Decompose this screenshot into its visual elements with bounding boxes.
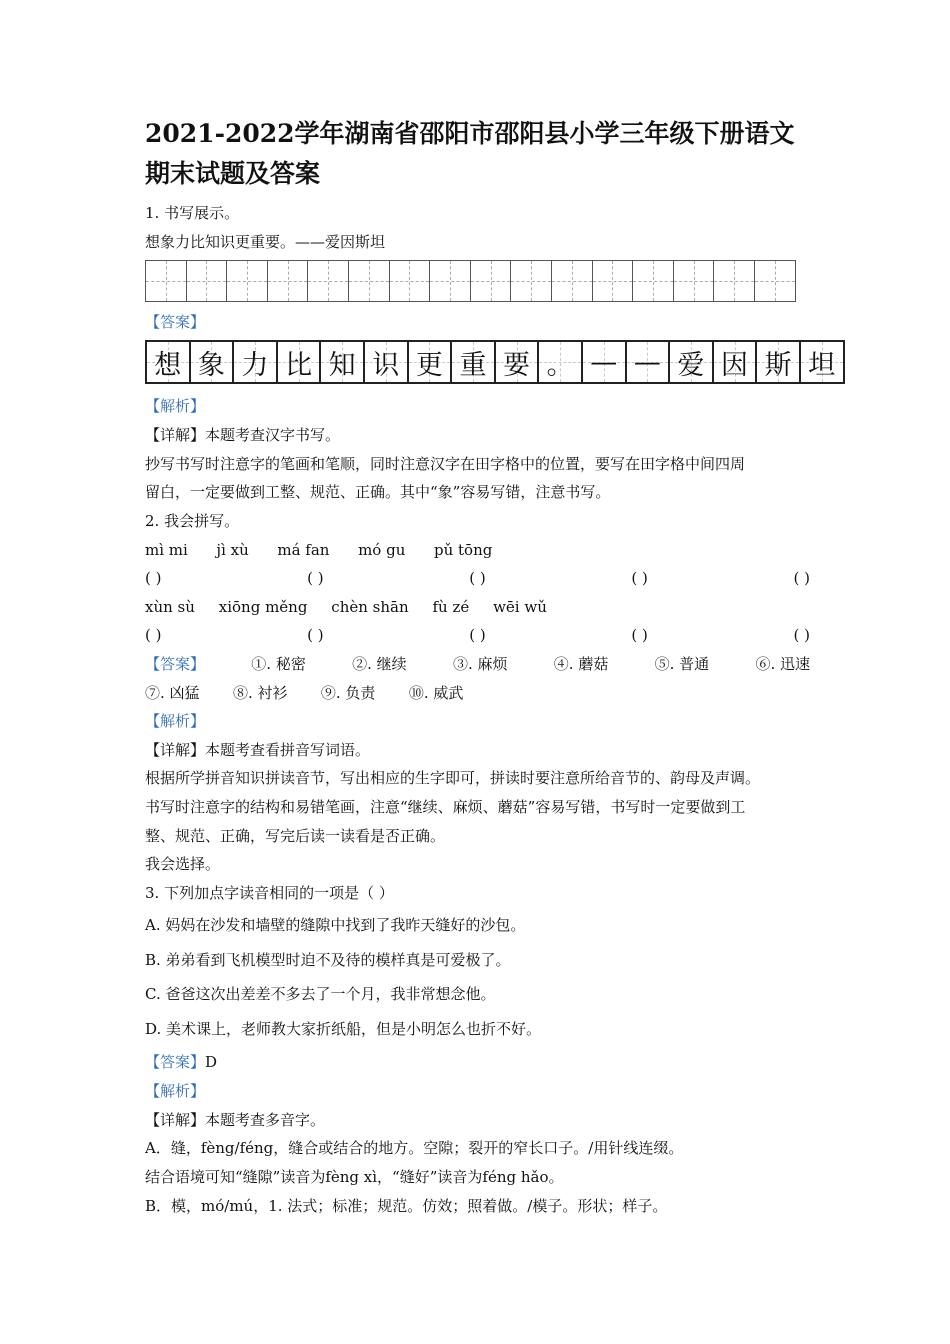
answer-item: ⑤. 普通 bbox=[654, 655, 710, 673]
pinyin-item: mì mi bbox=[145, 541, 188, 559]
answer-char: 识 bbox=[372, 349, 400, 381]
q3-option-b: B. 弟弟看到飞机模型时迫不及待的模样真是可爱极了。 bbox=[145, 951, 511, 969]
q1-analysis-tag: 【解析】 bbox=[145, 397, 206, 415]
q2-detail: 【详解】本题考查看拼音写词语。 bbox=[145, 741, 371, 759]
answer-item: ④. 蘑菇 bbox=[553, 655, 609, 673]
answer-item: ⑦. 凶猛 bbox=[145, 684, 200, 702]
pinyin-item: fù zé bbox=[432, 598, 470, 616]
answer-grid-cell bbox=[496, 342, 540, 382]
section-heading: 我会选择。 bbox=[145, 855, 221, 873]
answer-blank[interactable]: ( ) bbox=[145, 569, 162, 587]
q2-stem: 2. 我会拼写。 bbox=[145, 512, 240, 530]
answer-item: ⑥. 迅速 bbox=[755, 655, 810, 673]
answer-grid-cell bbox=[321, 342, 365, 382]
answer-blank[interactable]: ( ) bbox=[307, 569, 324, 587]
answer-char: 知 bbox=[328, 349, 356, 381]
answer-item: ⑩. 威武 bbox=[408, 684, 464, 702]
answer-grid-cell bbox=[801, 342, 845, 382]
answer-char: 要 bbox=[503, 349, 531, 381]
answer-char: 坦 bbox=[808, 349, 836, 381]
tian-grid-cell bbox=[146, 261, 187, 301]
pinyin-item: pǔ tōng bbox=[433, 541, 493, 559]
q2-analysis-tag: 【解析】 bbox=[145, 712, 206, 730]
q1-writing-grid bbox=[145, 260, 796, 302]
pinyin-item: xiōng měng bbox=[218, 598, 308, 616]
answer-grid-cell bbox=[452, 342, 496, 382]
tian-grid-cell bbox=[390, 261, 431, 301]
q2-blank-row bbox=[145, 625, 810, 645]
tian-grid-cell bbox=[714, 261, 755, 301]
q2-explain-line: 根据所学拼音知识拼读音节，写出相应的生字即可，拼读时要注意所给音节的、韵母及声调。 bbox=[145, 769, 761, 787]
answer-blank[interactable]: ( ) bbox=[793, 626, 810, 644]
answer-blank[interactable]: ( ) bbox=[469, 569, 486, 587]
answer-char: 更 bbox=[415, 349, 443, 381]
answer-char: 爱 bbox=[677, 349, 705, 381]
q3-stem: 3. 下列加点字读音相同的一项是（ ） bbox=[145, 884, 394, 902]
q3-explain-line: B．模，mó/mú，1. 法式；标准；规范。仿效；照着做。/模子。形状；样子。 bbox=[145, 1197, 668, 1215]
answer-grid-cell bbox=[191, 342, 235, 382]
answer-char: 。 bbox=[546, 349, 574, 381]
q3-option-a: A. 妈妈在沙发和墙壁的缝隙中找到了我昨天缝好的沙包。 bbox=[145, 916, 526, 934]
answer-char: 比 bbox=[285, 349, 313, 381]
tian-grid-cell bbox=[471, 261, 512, 301]
answer-char: 重 bbox=[459, 349, 487, 381]
q1-answer-grid bbox=[145, 340, 845, 384]
pinyin-item: xùn sù bbox=[145, 598, 195, 616]
q3-option-d: D. 美术课上，老师教大家折纸船，但是小明怎么也折不好。 bbox=[145, 1020, 542, 1038]
answer-grid-cell bbox=[714, 342, 758, 382]
answer-grid-cell bbox=[627, 342, 671, 382]
q3-option-c: C. 爸爸这次出差差不多去了一个月，我非常想念他。 bbox=[145, 985, 496, 1003]
q3-answer-line bbox=[145, 1052, 217, 1072]
answer-grid-cell bbox=[409, 342, 453, 382]
tian-grid-cell bbox=[268, 261, 309, 301]
answer-grid-cell bbox=[539, 342, 583, 382]
page-title: 2021-2022学年湖南省邵阳市邵阳县小学三年级下册语文期末试题及答案 bbox=[145, 119, 795, 188]
answer-grid-cell bbox=[234, 342, 278, 382]
answer-grid-cell bbox=[583, 342, 627, 382]
answer-grid-cell bbox=[670, 342, 714, 382]
tian-grid-cell bbox=[187, 261, 228, 301]
q1-detail: 【详解】本题考查汉字书写。 bbox=[145, 426, 341, 444]
tian-grid-cell bbox=[511, 261, 552, 301]
tian-grid-cell bbox=[674, 261, 715, 301]
q3-answer-value: D bbox=[205, 1053, 218, 1071]
q1-stem: 1. 书写展示。 bbox=[145, 204, 240, 222]
q1-explain-line: 留白，一定要做到工整、规范、正确。其中“象”容易写错，注意书写。 bbox=[145, 483, 611, 501]
tian-grid-cell bbox=[552, 261, 593, 301]
tian-grid-cell bbox=[308, 261, 349, 301]
answer-item: ②. 继续 bbox=[352, 655, 407, 673]
pinyin-item: jì xù bbox=[216, 541, 249, 559]
q1-explain-line: 抄写书写时注意字的笔画和笔顺，同时注意汉字在田字格中的位置，要写在田字格中间四周 bbox=[145, 455, 746, 473]
answer-blank[interactable]: ( ) bbox=[307, 626, 324, 644]
q1-answer-tag: 【答案】 bbox=[145, 313, 206, 331]
answer-grid-cell bbox=[757, 342, 801, 382]
answer-blank[interactable]: ( ) bbox=[631, 569, 648, 587]
tian-grid-cell bbox=[430, 261, 471, 301]
q3-answer-tag: 【答案】 bbox=[145, 1053, 206, 1071]
answer-blank[interactable]: ( ) bbox=[145, 626, 162, 644]
tian-grid-cell bbox=[755, 261, 796, 301]
answer-char: 想 bbox=[154, 349, 182, 381]
q2-pinyin-row bbox=[145, 540, 492, 560]
answer-char: 象 bbox=[197, 349, 225, 381]
answer-char: — bbox=[590, 346, 618, 378]
tian-grid-cell bbox=[593, 261, 634, 301]
answer-item: ⑨. 负责 bbox=[320, 684, 376, 702]
q2-pinyin-row bbox=[145, 597, 547, 617]
answer-item: ⑧. 衬衫 bbox=[232, 684, 288, 702]
answer-blank[interactable]: ( ) bbox=[631, 626, 648, 644]
pinyin-item: chèn shān bbox=[331, 598, 409, 616]
tian-grid-cell bbox=[633, 261, 674, 301]
answer-grid-cell bbox=[365, 342, 409, 382]
q2-blank-row bbox=[145, 568, 810, 588]
q3-explain-line: 结合语境可知“缝隙”读音为fèng xì，“缝好”读音为féng hǎo。 bbox=[145, 1168, 564, 1186]
q1-prompt: 想象力比知识更重要。——爱因斯坦 bbox=[145, 233, 386, 251]
q2-explain-line: 整、规范、正确，写完后读一读看是否正确。 bbox=[145, 827, 446, 845]
q2-answer-tag: 【答案】 bbox=[145, 655, 206, 673]
answer-blank[interactable]: ( ) bbox=[469, 626, 486, 644]
answer-char: 斯 bbox=[764, 349, 792, 381]
q2-explain-line: 书写时注意字的结构和易错笔画，注意“继续、麻烦、蘑菇”容易写错，书写时一定要做到工 bbox=[145, 798, 746, 816]
pinyin-item: mó gu bbox=[358, 541, 406, 559]
answer-grid-cell bbox=[147, 342, 191, 382]
tian-grid-cell bbox=[227, 261, 268, 301]
q3-explain-line: A．缝，fèng/féng，缝合或结合的地方。空隙；裂开的窄长口子。/用针线连缀。 bbox=[145, 1139, 684, 1157]
answer-grid-cell bbox=[278, 342, 322, 382]
q3-analysis-tag: 【解析】 bbox=[145, 1082, 206, 1100]
tian-grid-cell bbox=[349, 261, 390, 301]
q2-answer-row bbox=[145, 654, 810, 674]
answer-item: ③. 麻烦 bbox=[452, 655, 508, 673]
answer-item: ①. 秘密 bbox=[251, 655, 306, 673]
answer-char: — bbox=[633, 346, 661, 378]
q3-detail: 【详解】本题考查多音字。 bbox=[145, 1111, 326, 1129]
q2-answer-row-2 bbox=[145, 683, 463, 703]
answer-char: 力 bbox=[241, 349, 269, 381]
answer-blank[interactable]: ( ) bbox=[793, 569, 810, 587]
pinyin-item: wēi wǔ bbox=[493, 598, 547, 616]
answer-char: 因 bbox=[721, 349, 749, 381]
pinyin-item: má fan bbox=[277, 541, 330, 559]
